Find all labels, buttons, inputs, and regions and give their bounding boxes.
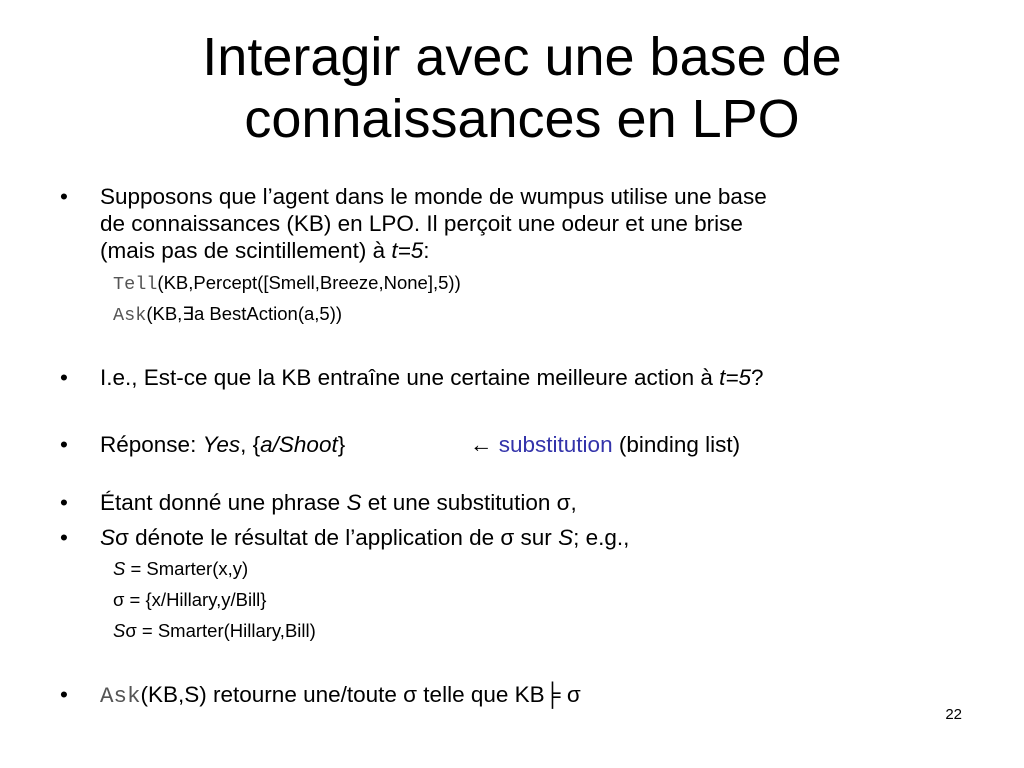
tell-keyword: Tell	[113, 274, 158, 295]
left-arrow-icon: ←	[470, 432, 493, 457]
colon: :	[423, 238, 430, 263]
bullet-4-text: Étant donné une phrase	[100, 490, 347, 515]
example-line-3	[113, 619, 316, 643]
example-line-2: σ = {x/Hillary,y/Bill}	[113, 589, 267, 610]
sentence-s: S	[113, 620, 126, 641]
bullet-4-text-end: et une substitution σ,	[361, 490, 577, 515]
bullet-3	[100, 431, 345, 458]
bullet-marker: •	[60, 490, 68, 515]
example-line-1	[113, 557, 248, 581]
bullet-1-line-3-text: (mais pas de scintillement) à	[100, 238, 392, 263]
bullet-marker: •	[60, 365, 68, 390]
bullet-4	[100, 489, 577, 516]
brace-close: }	[337, 432, 346, 457]
example-1-text: = Smarter(x,y)	[125, 558, 249, 579]
time-expression: t=5	[719, 365, 752, 390]
example-3-text: σ = Smarter(Hillary,Bill)	[125, 620, 316, 641]
bullet-2	[100, 364, 764, 391]
title-line-2: connaissances en LPO	[244, 89, 800, 149]
slide-title	[60, 26, 984, 150]
sentence-s: S	[113, 558, 126, 579]
bullet-6-text: (KB,S) retourne une/toute σ telle que KB╞ σ	[140, 682, 581, 707]
ask-keyword: Ask	[113, 305, 147, 326]
bullet-5	[100, 524, 629, 551]
bullet-5-text: σ dénote le résultat de l’application de σ sur	[115, 525, 559, 550]
answer-label: Réponse:	[100, 432, 203, 457]
question-mark: ?	[751, 365, 764, 390]
ask-keyword: Ask	[100, 683, 141, 709]
bullet-marker: •	[60, 682, 68, 707]
bullet-1-line-1: Supposons que l’agent dans le monde de wumpus utilise une base	[100, 184, 767, 209]
title-line-1: Interagir avec une base de	[202, 27, 842, 87]
substitution-note	[470, 431, 740, 458]
binding-list-note: (binding list)	[618, 432, 741, 457]
bullet-1-line-2: de connaissances (KB) en LPO. Il perçoit une odeur et une brise	[100, 211, 743, 236]
brace-open: , {	[240, 432, 261, 457]
bullet-marker: •	[60, 525, 68, 550]
ask-statement	[113, 302, 342, 328]
time-expression: t=5	[391, 238, 424, 263]
bullet-marker: •	[60, 432, 68, 457]
answer-yes: Yes	[202, 432, 241, 457]
bullet-2-text: I.e., Est-ce que la KB entraîne une certaine meilleure action à	[100, 365, 720, 390]
page-number: 22	[945, 706, 962, 723]
sentence-s: S	[346, 490, 362, 515]
bullet-marker: •	[60, 184, 68, 209]
bullet-5-text-end: ; e.g.,	[573, 525, 630, 550]
tell-arguments: (KB,Percept([Smell,Breeze,None],5))	[157, 272, 461, 293]
ask-arguments: (KB,∃a BestAction(a,5))	[146, 303, 343, 324]
tell-statement	[113, 271, 461, 297]
binding-shoot: a/Shoot	[260, 432, 338, 457]
bullet-1-line-3	[100, 237, 430, 264]
substitution-term: substitution	[498, 432, 613, 457]
bullet-6	[100, 681, 581, 710]
sentence-s: S	[558, 525, 574, 550]
sentence-s: S	[100, 525, 116, 550]
